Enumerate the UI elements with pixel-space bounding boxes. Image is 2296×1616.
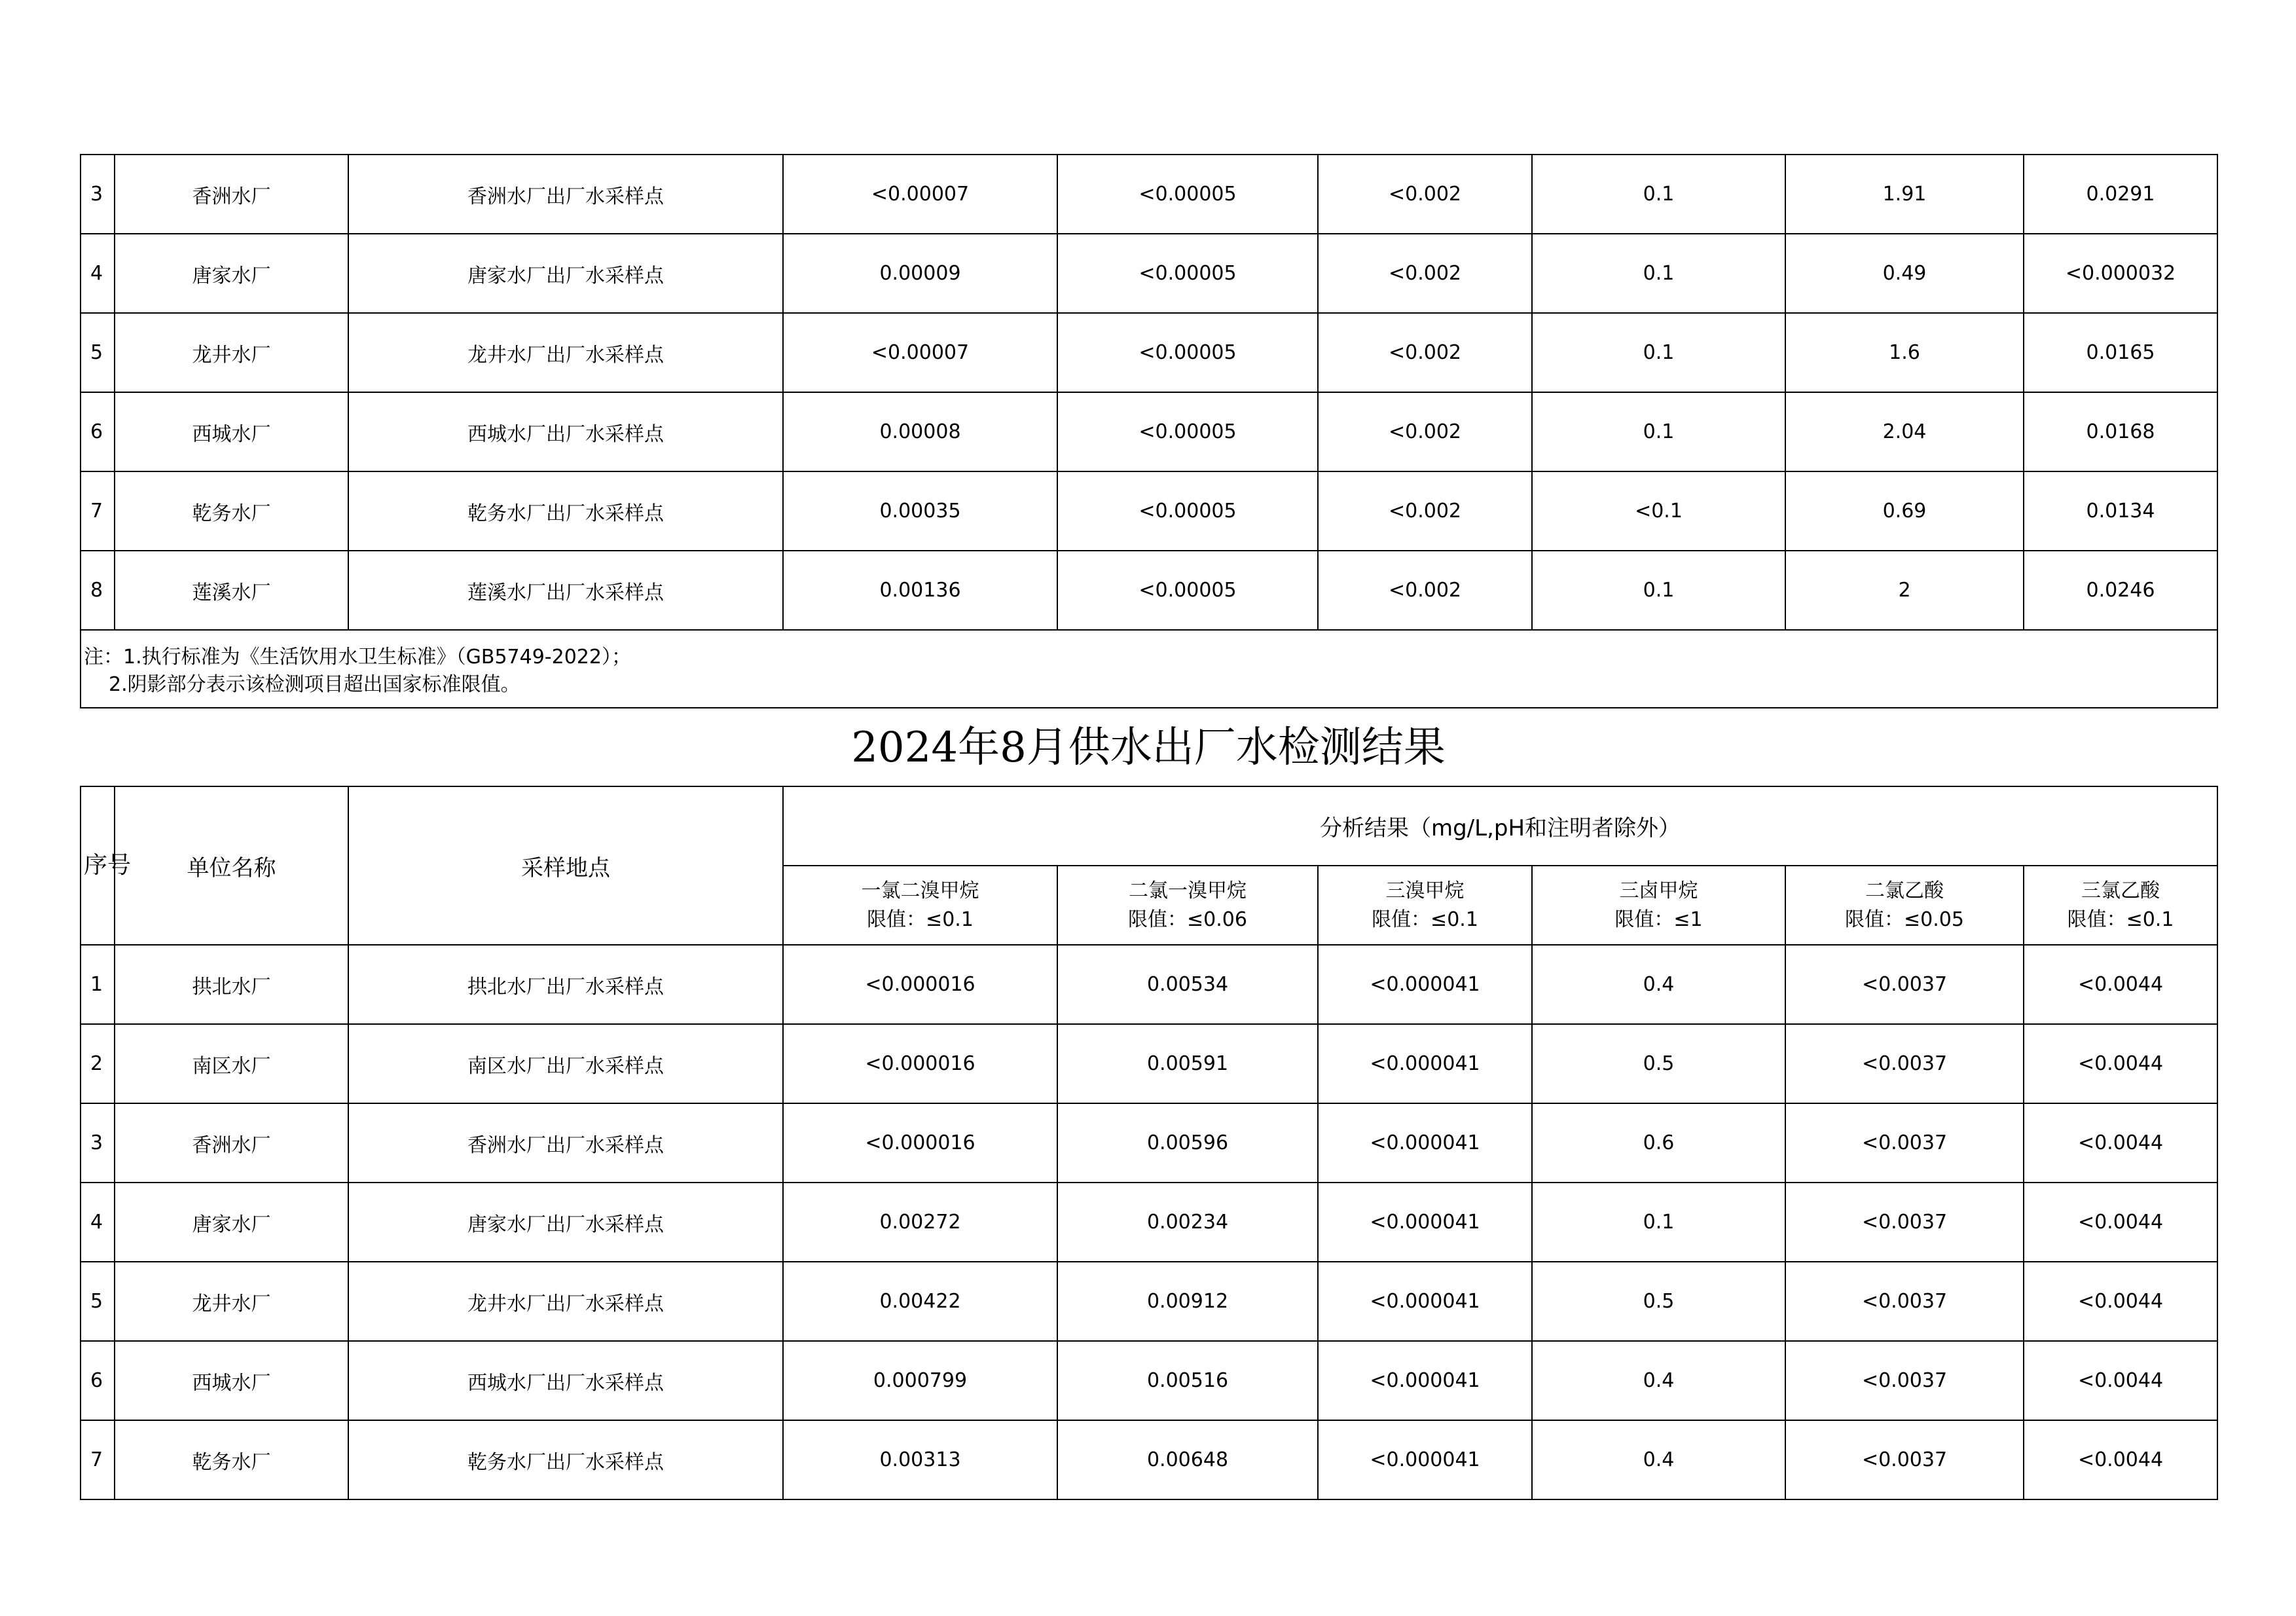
unit-cell: 唐家水厂: [115, 1183, 348, 1262]
value-cell-4: 0.1: [1532, 313, 1785, 392]
value-cell-3: <0.000041: [1318, 945, 1532, 1024]
value-cell-3: <0.000041: [1318, 1183, 1532, 1262]
table-row: [81, 1183, 2217, 1262]
col-3-name: 三溴甲烷: [1385, 879, 1465, 902]
value-cell-2: 0.00534: [1057, 945, 1318, 1024]
unit-cell: 拱北水厂: [115, 945, 348, 1024]
value-cell-6: <0.0044: [2024, 1024, 2217, 1103]
value-cell-3: <0.002: [1318, 313, 1532, 392]
value-cell-2: 0.00912: [1057, 1262, 1318, 1341]
header-row-1: [81, 786, 2217, 866]
table-row: [81, 1103, 2217, 1183]
value-cell-1: 0.00272: [783, 1183, 1057, 1262]
value-cell-2: 0.00596: [1057, 1103, 1318, 1183]
value-cell-2: 0.00516: [1057, 1341, 1318, 1420]
seq-cell: 6: [81, 392, 115, 471]
value-cell-4: 0.6: [1532, 1103, 1785, 1183]
seq-cell: 4: [81, 234, 115, 313]
seq-cell: 7: [81, 1420, 115, 1499]
value-cell-3: <0.000041: [1318, 1024, 1532, 1103]
value-cell-4: 0.1: [1532, 392, 1785, 471]
seq-cell: 1: [81, 945, 115, 1024]
value-cell-1: <0.000016: [783, 1103, 1057, 1183]
col-1-name: 一氯二溴甲烷: [861, 879, 979, 902]
value-cell-2: <0.00005: [1057, 313, 1318, 392]
header-col-4: [1532, 866, 1785, 945]
note-row: [81, 630, 2217, 708]
unit-cell: 香洲水厂: [115, 155, 348, 234]
value-cell-4: 0.4: [1532, 945, 1785, 1024]
value-cell-5: <0.0037: [1785, 945, 2024, 1024]
unit-cell: 西城水厂: [115, 1341, 348, 1420]
value-cell-6: <0.0044: [2024, 1341, 2217, 1420]
note-cell: [81, 630, 2217, 708]
top-results-table: [80, 154, 2218, 708]
table-row: [81, 471, 2217, 551]
site-cell: 莲溪水厂出厂水采样点: [348, 551, 783, 630]
unit-cell: 乾务水厂: [115, 471, 348, 551]
value-cell-4: 0.1: [1532, 234, 1785, 313]
table-row: [81, 1262, 2217, 1341]
value-cell-5: 1.91: [1785, 155, 2024, 234]
seq-cell: 8: [81, 551, 115, 630]
value-cell-6: 0.0246: [2024, 551, 2217, 630]
col-5-limit: 限值：≤0.05: [1845, 908, 1964, 931]
value-cell-4: 0.1: [1532, 1183, 1785, 1262]
value-cell-5: 0.49: [1785, 234, 2024, 313]
col-3-limit: 限值：≤0.1: [1372, 908, 1478, 931]
header-col-1: [783, 866, 1057, 945]
value-cell-5: 2: [1785, 551, 2024, 630]
site-cell: 拱北水厂出厂水采样点: [348, 945, 783, 1024]
table-row: [81, 234, 2217, 313]
page-title: 2024年8月供水出厂水检测结果: [851, 724, 1446, 772]
site-cell: 西城水厂出厂水采样点: [348, 392, 783, 471]
bottom-results-table: [80, 786, 2218, 1500]
value-cell-3: <0.000041: [1318, 1262, 1532, 1341]
value-cell-5: <0.0037: [1785, 1420, 2024, 1499]
header-col-3: [1318, 866, 1532, 945]
col-4-name: 三卤甲烷: [1619, 879, 1698, 902]
value-cell-4: 0.4: [1532, 1341, 1785, 1420]
value-cell-5: 0.69: [1785, 471, 2024, 551]
header-col-2: [1057, 866, 1318, 945]
value-cell-3: <0.000041: [1318, 1103, 1532, 1183]
site-cell: 香洲水厂出厂水采样点: [348, 155, 783, 234]
col-5-name: 二氯乙酸: [1865, 879, 1944, 902]
col-4-limit: 限值：≤1: [1614, 908, 1703, 931]
value-cell-2: <0.00005: [1057, 234, 1318, 313]
value-cell-5: <0.0037: [1785, 1262, 2024, 1341]
col-6-name: 三氯乙酸: [2081, 879, 2160, 902]
header-unit: 单位名称: [115, 786, 348, 945]
unit-cell: 香洲水厂: [115, 1103, 348, 1183]
value-cell-2: <0.00005: [1057, 392, 1318, 471]
value-cell-6: <0.0044: [2024, 1103, 2217, 1183]
value-cell-1: <0.00007: [783, 313, 1057, 392]
value-cell-6: 0.0165: [2024, 313, 2217, 392]
value-cell-5: 1.6: [1785, 313, 2024, 392]
value-cell-6: <0.0044: [2024, 1262, 2217, 1341]
value-cell-3: <0.002: [1318, 234, 1532, 313]
col-6-limit: 限值：≤0.1: [2067, 908, 2174, 931]
unit-cell: 乾务水厂: [115, 1420, 348, 1499]
value-cell-2: <0.00005: [1057, 551, 1318, 630]
header-analysis: 分析结果（mg/L,pH和注明者除外）: [783, 786, 2217, 866]
site-cell: 唐家水厂出厂水采样点: [348, 234, 783, 313]
col-1-limit: 限值：≤0.1: [867, 908, 974, 931]
value-cell-1: 0.00035: [783, 471, 1057, 551]
unit-cell: 西城水厂: [115, 392, 348, 471]
value-cell-1: <0.000016: [783, 1024, 1057, 1103]
table-row: [81, 1024, 2217, 1103]
value-cell-3: <0.002: [1318, 392, 1532, 471]
seq-cell: 3: [81, 155, 115, 234]
value-cell-1: 0.00009: [783, 234, 1057, 313]
seq-cell: 2: [81, 1024, 115, 1103]
col-2-name: 二氯一溴甲烷: [1129, 879, 1247, 902]
header-col-5: [1785, 866, 2024, 945]
value-cell-6: 0.0168: [2024, 392, 2217, 471]
value-cell-6: <0.000032: [2024, 234, 2217, 313]
note-line-1: 注：1.执行标准为《生活饮用水卫生标准》（GB5749-2022）；: [84, 645, 631, 669]
table-row: [81, 551, 2217, 630]
value-cell-3: <0.000041: [1318, 1341, 1532, 1420]
table-row: [81, 313, 2217, 392]
note-line-2: 2.阴影部分表示该检测项目超出国家标准限值。: [109, 672, 520, 696]
value-cell-1: <0.000016: [783, 945, 1057, 1024]
site-cell: 乾务水厂出厂水采样点: [348, 1420, 783, 1499]
value-cell-1: 0.00008: [783, 392, 1057, 471]
value-cell-2: 0.00591: [1057, 1024, 1318, 1103]
value-cell-2: 0.00234: [1057, 1183, 1318, 1262]
table-row: [81, 1341, 2217, 1420]
value-cell-2: <0.00005: [1057, 471, 1318, 551]
value-cell-4: <0.1: [1532, 471, 1785, 551]
value-cell-2: <0.00005: [1057, 155, 1318, 234]
value-cell-1: 0.00136: [783, 551, 1057, 630]
header-seq: 序号: [81, 786, 115, 945]
seq-cell: 7: [81, 471, 115, 551]
seq-cell: 4: [81, 1183, 115, 1262]
unit-cell: 莲溪水厂: [115, 551, 348, 630]
table-row: [81, 392, 2217, 471]
seq-cell: 5: [81, 313, 115, 392]
site-cell: 乾务水厂出厂水采样点: [348, 471, 783, 551]
value-cell-1: 0.00313: [783, 1420, 1057, 1499]
value-cell-5: 2.04: [1785, 392, 2024, 471]
value-cell-4: 0.5: [1532, 1262, 1785, 1341]
value-cell-4: 0.1: [1532, 155, 1785, 234]
value-cell-4: 0.5: [1532, 1024, 1785, 1103]
value-cell-6: <0.0044: [2024, 945, 2217, 1024]
header-site: 采样地点: [348, 786, 783, 945]
header-col-6: [2024, 866, 2217, 945]
value-cell-1: 0.00422: [783, 1262, 1057, 1341]
site-cell: 龙井水厂出厂水采样点: [348, 1262, 783, 1341]
value-cell-6: <0.0044: [2024, 1420, 2217, 1499]
seq-cell: 6: [81, 1341, 115, 1420]
seq-cell: 3: [81, 1103, 115, 1183]
value-cell-4: 0.4: [1532, 1420, 1785, 1499]
seq-cell: 5: [81, 1262, 115, 1341]
value-cell-5: <0.0037: [1785, 1103, 2024, 1183]
table-row: [81, 155, 2217, 234]
value-cell-1: 0.000799: [783, 1341, 1057, 1420]
value-cell-5: <0.0037: [1785, 1024, 2024, 1103]
col-2-limit: 限值：≤0.06: [1128, 908, 1247, 931]
value-cell-5: <0.0037: [1785, 1183, 2024, 1262]
unit-cell: 南区水厂: [115, 1024, 348, 1103]
site-cell: 南区水厂出厂水采样点: [348, 1024, 783, 1103]
value-cell-3: <0.002: [1318, 551, 1532, 630]
value-cell-3: <0.002: [1318, 471, 1532, 551]
site-cell: 香洲水厂出厂水采样点: [348, 1103, 783, 1183]
site-cell: 西城水厂出厂水采样点: [348, 1341, 783, 1420]
unit-cell: 唐家水厂: [115, 234, 348, 313]
value-cell-1: <0.00007: [783, 155, 1057, 234]
table-row: [81, 1420, 2217, 1499]
unit-cell: 龙井水厂: [115, 313, 348, 392]
value-cell-3: <0.000041: [1318, 1420, 1532, 1499]
value-cell-6: 0.0134: [2024, 471, 2217, 551]
site-cell: 唐家水厂出厂水采样点: [348, 1183, 783, 1262]
value-cell-2: 0.00648: [1057, 1420, 1318, 1499]
value-cell-6: <0.0044: [2024, 1183, 2217, 1262]
value-cell-3: <0.002: [1318, 155, 1532, 234]
value-cell-4: 0.1: [1532, 551, 1785, 630]
site-cell: 龙井水厂出厂水采样点: [348, 313, 783, 392]
table-row: [81, 945, 2217, 1024]
unit-cell: 龙井水厂: [115, 1262, 348, 1341]
value-cell-5: <0.0037: [1785, 1341, 2024, 1420]
value-cell-6: 0.0291: [2024, 155, 2217, 234]
